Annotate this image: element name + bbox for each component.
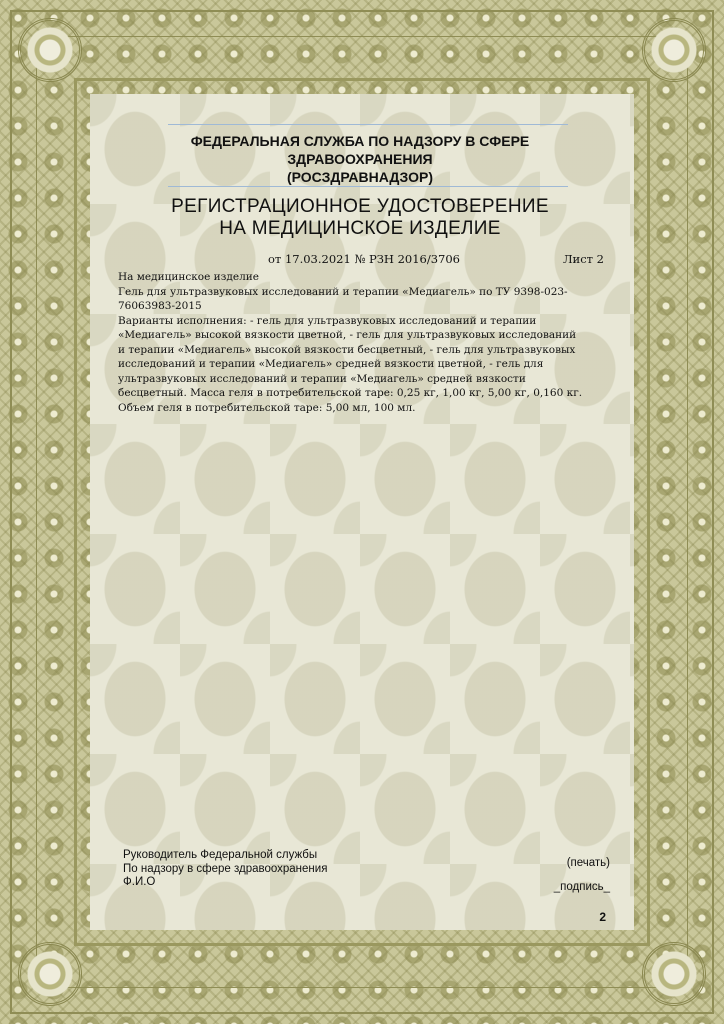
registration-date-number: от 17.03.2021 № РЗН 2016/3706 bbox=[268, 252, 460, 266]
body-intro: На медицинское изделие bbox=[118, 271, 259, 283]
corner-ornament-icon bbox=[18, 18, 82, 82]
corner-ornament-icon bbox=[18, 942, 82, 1006]
header-rule-bottom bbox=[168, 186, 568, 187]
header-rule-top bbox=[168, 124, 568, 125]
product-name: Гель для ультразвуковых исследований и терапии «Медиагель» по ТУ 9398-023-76063983-2015 bbox=[118, 285, 568, 312]
title-line: РЕГИСТРАЦИОННОЕ УДОСТОВЕРЕНИЕ bbox=[171, 196, 549, 217]
corner-ornament-icon bbox=[642, 18, 706, 82]
page-number: 2 bbox=[599, 910, 606, 924]
stamp-placeholder: (печать) bbox=[566, 857, 610, 869]
signatory-block bbox=[123, 849, 383, 890]
sheet-label: Лист 2 bbox=[562, 252, 604, 266]
document-title bbox=[130, 196, 590, 240]
agency-line: ФЕДЕРАЛЬНАЯ СЛУЖБА ПО НАДЗОРУ В СФЕРЕ bbox=[190, 133, 530, 149]
document-body bbox=[118, 270, 586, 415]
product-variants: Варианты исполнения: - гель для ультразвуковых исследований и терапии «Медиагель» высокой вязкости цветной, - гель для ультразвуковых исследований и терапии «Медиагель» высокой вязкости бесцветный, - гель для ультразвуковых исследований и терапии «Медиагель» средней вязкости цветной, - гель для ультразвуковых исследований и терапии «Медиагель» средней вязкости бесцветный. Масса геля в потребительской таре: 0,25 кг, 1,00 кг, 5,00 кг, 0,160 кг. Объем геля в потребительской таре: 5,00 мл, 100 мл. bbox=[118, 314, 583, 414]
signatory-name: Ф.И.О bbox=[123, 876, 156, 888]
registration-line bbox=[118, 252, 608, 268]
title-line: НА МЕДИЦИНСКОЕ ИЗДЕЛИЕ bbox=[219, 218, 501, 239]
signatory-line: Руководитель Федеральной службы bbox=[123, 849, 318, 861]
signatory-line: По надзору в сфере здравоохранения bbox=[123, 862, 328, 875]
agency-name bbox=[150, 132, 570, 186]
agency-line: ЗДРАВООХРАНЕНИЯ bbox=[287, 151, 433, 167]
corner-ornament-icon bbox=[642, 942, 706, 1006]
agency-line: (РОСЗДРАВНАДЗОР) bbox=[286, 169, 434, 185]
signature-placeholder: _подпись_ bbox=[553, 881, 610, 893]
signature-block bbox=[520, 851, 610, 899]
